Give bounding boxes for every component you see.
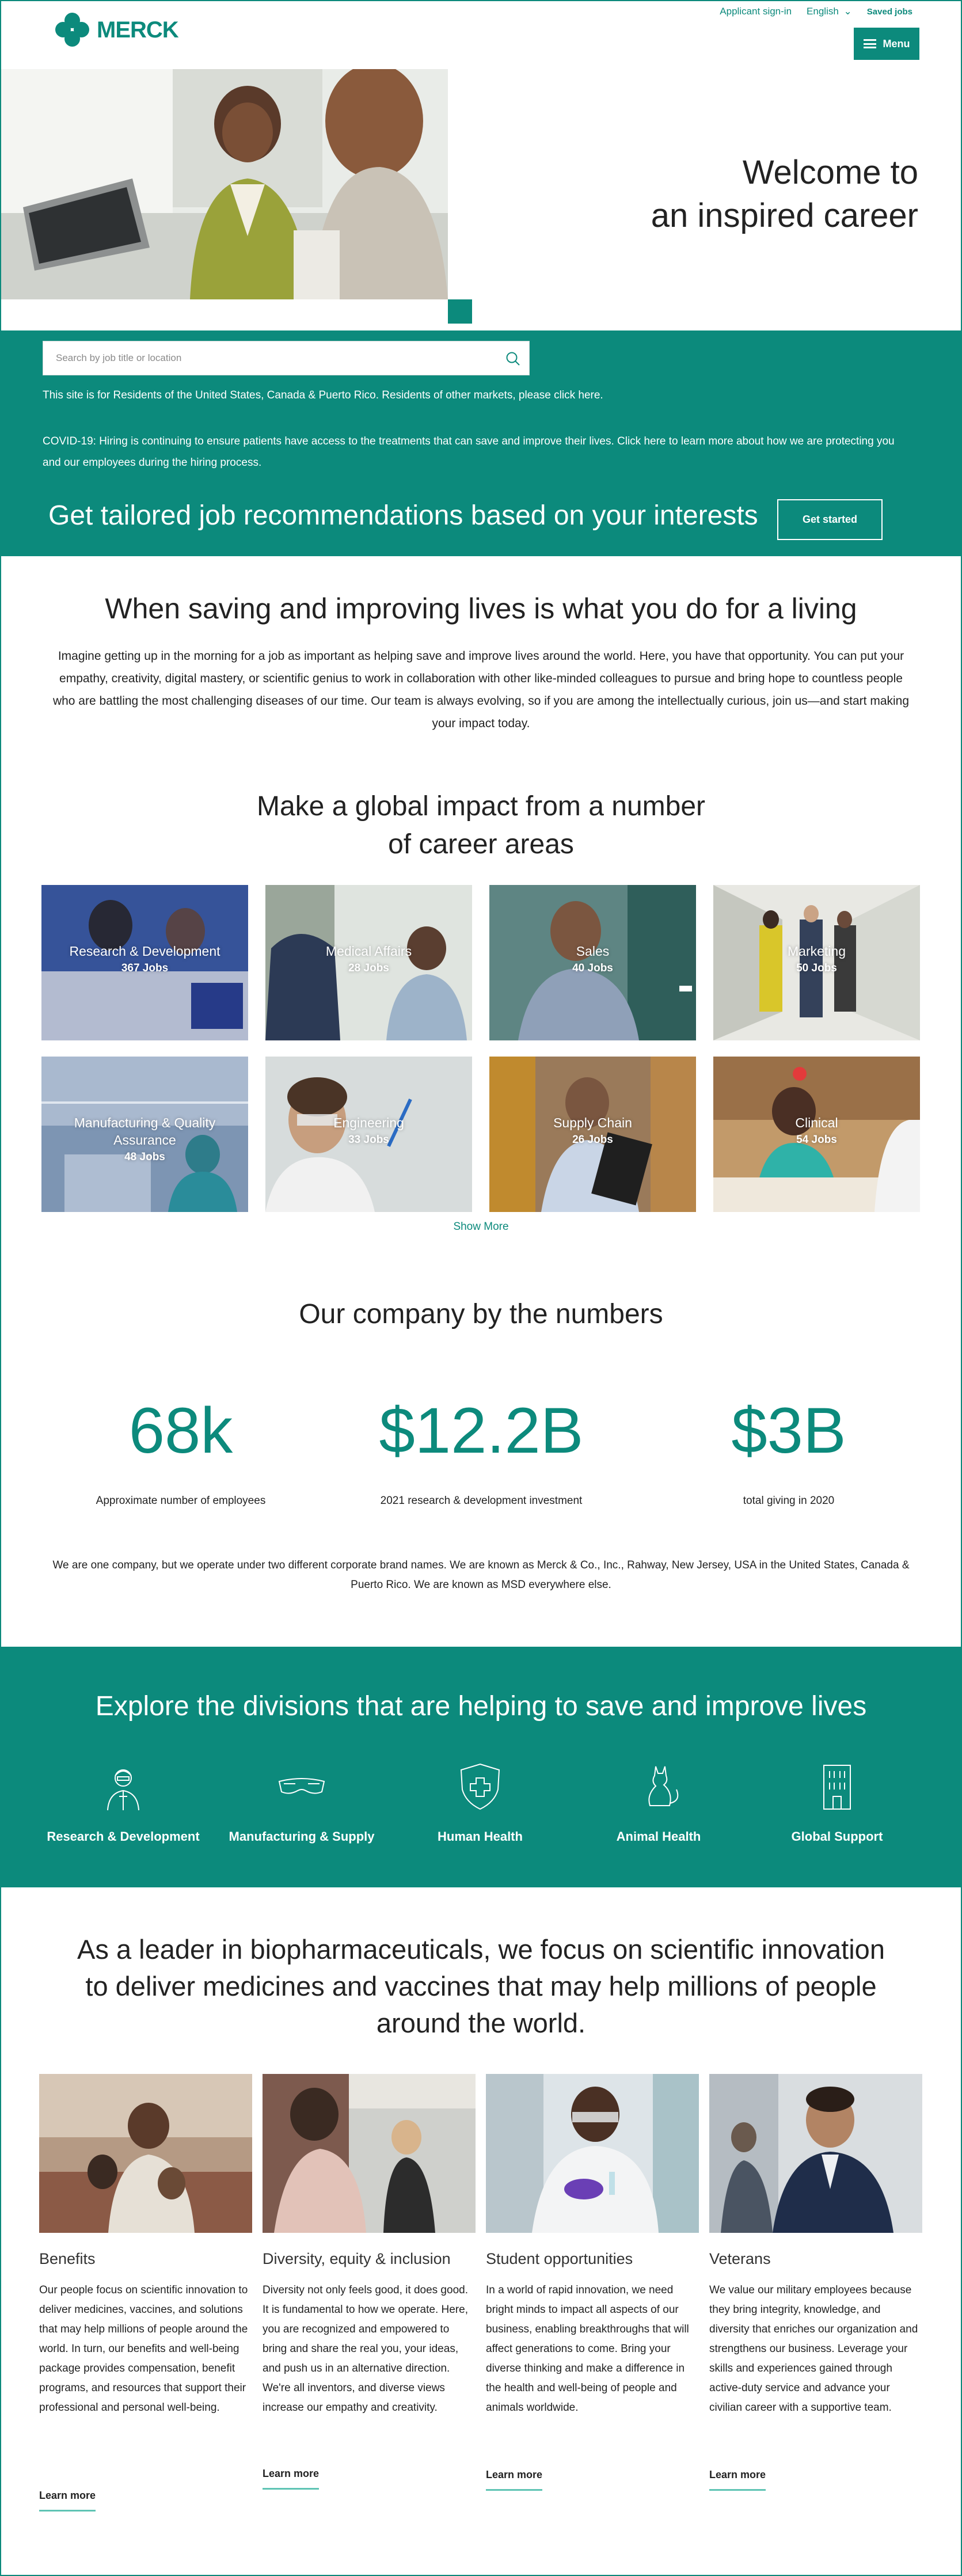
cat-icon bbox=[633, 1761, 685, 1813]
career-tile-label bbox=[489, 943, 696, 977]
logo-text: MERCK bbox=[97, 17, 178, 43]
chevron-down-icon: ⌄ bbox=[843, 6, 852, 17]
saved-jobs-link[interactable]: Saved jobs bbox=[866, 6, 912, 17]
card-title: Diversity, equity & inclusion bbox=[263, 2250, 451, 2267]
menu-label: Menu bbox=[883, 37, 910, 50]
card-text: In a world of rapid innovation, we need bright minds to impact all aspects of our business, enabling breakthroughs that will affect generations to come. Bring your diverse thinking and make a difference in the health and well-being of people and animals worldwide. bbox=[486, 2284, 689, 2414]
brand-names-note: We are one company, but we operate under two different corporate brand names. We are known as Merck & Co., Inc., Rahway, New Jersey, USA in the United States, Canada & Puerto Rico. We are known as MSD everywhere else. bbox=[52, 1559, 910, 1591]
leader-title-line1: As a leader in biopharmaceuticals, we focus on scientific innovation bbox=[77, 1934, 885, 1965]
applicant-signin-link[interactable]: Applicant sign-in bbox=[720, 6, 792, 17]
benefits-image bbox=[39, 2074, 252, 2233]
career-job-count: 33 Jobs bbox=[348, 1134, 389, 1146]
leader-title bbox=[0, 1931, 962, 2042]
stat-employees-value: 68k bbox=[128, 1395, 233, 1466]
career-area-grid bbox=[41, 885, 921, 1213]
leader-title-line2: to deliver medicines and vaccines that may help millions of people bbox=[85, 1971, 877, 2001]
intro-body: Imagine getting up in the morning for a job as important as helping save and improve lives around the world. Here, you have that opportunity. You can put your empathy, creativity, digital mastery, or scientific genius to work in collaboration with other like-minded colleagues to pursue and bring hope to countless people who are battling the most challenging diseases of our time. Our team is always evolving, so if you are among the intellectually curious, join us—and start making your impact today. bbox=[52, 649, 910, 730]
career-job-count: 367 Jobs bbox=[121, 962, 169, 974]
card-text: Diversity not only feels good, it does good. It is fundamental to how we operate. Here, you are recognized and empowered to bring and share the real you, your ideas, and push us in an alternative direction. We're all inventors, and diverse views increase our empathy and creativity. bbox=[263, 2284, 468, 2414]
building-icon bbox=[811, 1761, 863, 1813]
career-tile-research-development[interactable] bbox=[41, 885, 248, 1040]
stat-giving-label: total giving in 2020 bbox=[743, 1495, 835, 1507]
career-job-count: 40 Jobs bbox=[572, 962, 613, 974]
career-name: Medical Affairs bbox=[325, 944, 412, 959]
division-label: Global Support bbox=[791, 1829, 883, 1844]
divisions-title: Explore the divisions that are helping to save and improve lives bbox=[95, 1691, 867, 1722]
job-search-box bbox=[43, 341, 530, 375]
career-tile-supply-chain[interactable] bbox=[489, 1057, 696, 1212]
career-name: Supply Chain bbox=[553, 1115, 632, 1130]
student-card bbox=[486, 2074, 699, 2418]
language-label: English bbox=[807, 6, 839, 17]
diversity-learn-more-link[interactable]: Learn more bbox=[263, 2468, 319, 2490]
career-tile-manufacturing-quality[interactable] bbox=[41, 1057, 248, 1212]
career-tile-engineering[interactable] bbox=[265, 1057, 472, 1212]
hero-image bbox=[0, 69, 448, 299]
get-started-button[interactable]: Get started bbox=[777, 499, 883, 540]
career-title-line1: Make a global impact from a number bbox=[256, 791, 705, 822]
benefits-learn-more-link[interactable]: Learn more bbox=[39, 2490, 96, 2512]
career-job-count: 54 Jobs bbox=[796, 1134, 837, 1146]
numbers-title: Our company by the numbers bbox=[299, 1299, 663, 1329]
stat-rd-value: $12.2B bbox=[379, 1395, 584, 1466]
menu-button[interactable] bbox=[854, 28, 919, 60]
division-label: Research & Development bbox=[47, 1829, 200, 1844]
hero-title bbox=[651, 151, 918, 238]
card-title: Benefits bbox=[39, 2250, 96, 2267]
diversity-card bbox=[263, 2074, 476, 2418]
division-manufacturing-supply[interactable] bbox=[212, 1761, 391, 1844]
career-tile-clinical[interactable] bbox=[713, 1057, 920, 1212]
career-tile-label bbox=[265, 943, 472, 977]
hero-title-line1: Welcome to bbox=[742, 154, 918, 191]
veterans-learn-more-link[interactable]: Learn more bbox=[709, 2469, 766, 2491]
residents-notice[interactable]: This site is for Residents of the United States, Canada & Puerto Rico. Residents of other markets, please click here. bbox=[43, 389, 603, 401]
career-job-count: 28 Jobs bbox=[348, 962, 389, 974]
career-tile-marketing[interactable] bbox=[713, 885, 920, 1040]
search-input[interactable] bbox=[56, 341, 493, 375]
merck-logo[interactable] bbox=[55, 13, 178, 47]
division-label: Human Health bbox=[438, 1829, 523, 1844]
division-animal-health[interactable] bbox=[569, 1761, 748, 1844]
benefits-card bbox=[39, 2074, 252, 2418]
recommendations-text: Get tailored job recommendations based on your interests bbox=[48, 500, 758, 531]
career-tile-label bbox=[489, 1114, 696, 1149]
career-name: Research & Development bbox=[69, 944, 220, 959]
career-tile-label bbox=[41, 1114, 248, 1166]
student-image bbox=[486, 2074, 699, 2233]
language-selector[interactable] bbox=[807, 6, 852, 17]
veterans-card bbox=[709, 2074, 922, 2418]
division-human-health[interactable] bbox=[391, 1761, 569, 1844]
covid-notice[interactable]: COVID-19: Hiring is continuing to ensure patients have access to the treatments that can save and improve their lives. Click here to learn more about how we are protecting you and our employees during the hiring process. bbox=[43, 435, 895, 469]
hero-accent-square bbox=[448, 299, 472, 324]
card-title: Student opportunities bbox=[486, 2250, 633, 2267]
career-tile-sales[interactable] bbox=[489, 885, 696, 1040]
career-tile-label bbox=[265, 1114, 472, 1149]
career-name: Marketing bbox=[788, 944, 846, 959]
search-icon[interactable] bbox=[505, 351, 521, 367]
division-label: Animal Health bbox=[616, 1829, 701, 1844]
career-tile-label bbox=[41, 943, 248, 977]
career-tile-label bbox=[713, 1114, 920, 1149]
hero-title-line2: an inspired career bbox=[651, 197, 918, 235]
scientist-icon bbox=[97, 1761, 149, 1813]
career-areas-title bbox=[0, 788, 962, 864]
career-tile-label bbox=[713, 943, 920, 977]
division-global-support[interactable] bbox=[748, 1761, 926, 1844]
stat-rd-label: 2021 research & development investment bbox=[380, 1495, 583, 1507]
hamburger-icon bbox=[864, 39, 876, 48]
intro-title: When saving and improving lives is what you do for a living bbox=[105, 592, 857, 625]
student-learn-more-link[interactable]: Learn more bbox=[486, 2469, 542, 2491]
veterans-image bbox=[709, 2074, 922, 2233]
career-name: Sales bbox=[576, 944, 610, 959]
top-utility-links bbox=[705, 6, 912, 17]
career-job-count: 50 Jobs bbox=[796, 962, 837, 974]
career-name: Clinical bbox=[795, 1115, 838, 1130]
leader-title-line3: around the world. bbox=[376, 2008, 586, 2038]
card-text: Our people focus on scientific innovation to deliver medicines, vaccines, and solutions that may help millions of people around the world. In turn, our benefits and well-being package provides compensation, benefit programs, and resources that support their professional and personal well-being. bbox=[39, 2284, 248, 2414]
career-title-line2: of career areas bbox=[388, 829, 574, 860]
career-name: Engineering bbox=[333, 1115, 404, 1130]
show-more-link[interactable]: Show More bbox=[453, 1221, 509, 1233]
stat-employees-label: Approximate number of employees bbox=[96, 1495, 266, 1507]
stat-giving-value: $3B bbox=[731, 1395, 846, 1466]
diversity-image bbox=[263, 2074, 476, 2233]
division-label: Manufacturing & Supply bbox=[229, 1829, 375, 1844]
career-name: Manufacturing & Quality Assurance bbox=[74, 1115, 216, 1148]
shield-cross-icon bbox=[454, 1761, 506, 1813]
card-text: We value our military employees because they bring integrity, knowledge, and diversity that enriches our organization and strengthens our business. Leverage your skills and experiences gained through active-duty service and advance your civilian career with a supportive team. bbox=[709, 2284, 918, 2414]
merck-logo-mark-icon bbox=[55, 13, 90, 47]
safety-goggles-icon bbox=[276, 1761, 328, 1813]
career-job-count: 26 Jobs bbox=[572, 1134, 613, 1146]
division-research-development[interactable] bbox=[34, 1761, 212, 1844]
career-job-count: 48 Jobs bbox=[124, 1151, 165, 1163]
career-tile-medical-affairs[interactable] bbox=[265, 885, 472, 1040]
card-title: Veterans bbox=[709, 2250, 771, 2267]
